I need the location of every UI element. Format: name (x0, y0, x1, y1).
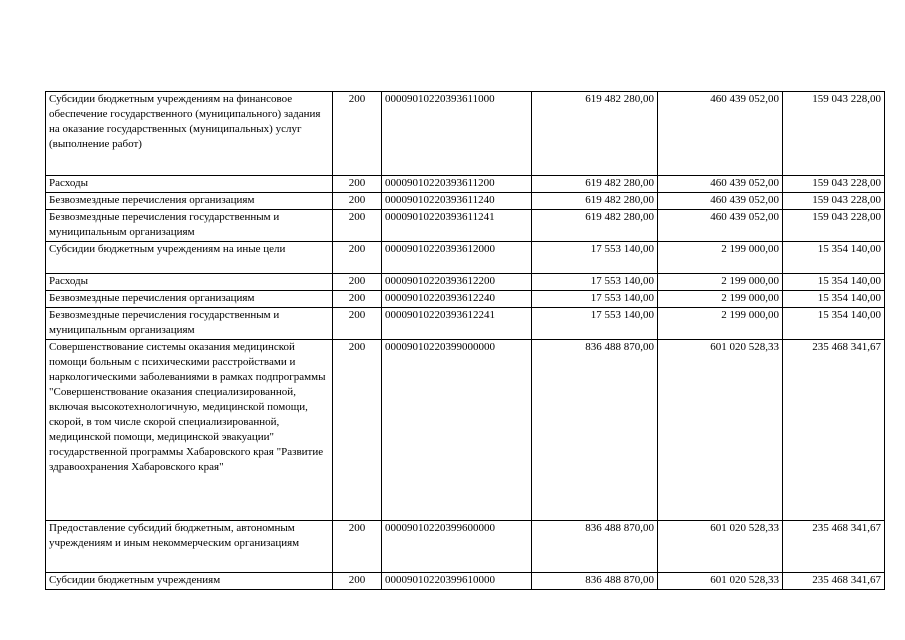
table-row (46, 242, 885, 274)
row-name: Расходы (46, 274, 333, 291)
table-row (46, 193, 885, 210)
row-line-code: 200 (333, 274, 382, 291)
row-line-code: 200 (333, 291, 382, 308)
row-name: Субсидии бюджетным учреждениям на иные цели (46, 242, 333, 274)
row-unexecuted-amount: 159 043 228,00 (783, 92, 885, 176)
table-row (46, 340, 885, 521)
table-row (46, 274, 885, 291)
row-unexecuted-amount: 15 354 140,00 (783, 274, 885, 291)
row-approved-amount: 17 553 140,00 (532, 308, 658, 340)
table-row (46, 521, 885, 573)
row-line-code: 200 (333, 193, 382, 210)
row-name: Безвозмездные перечисления организациям (46, 291, 333, 308)
row-classification-code: 00009010220399610000 (382, 573, 532, 590)
table-row (46, 176, 885, 193)
table-row (46, 210, 885, 242)
row-classification-code: 00009010220393611200 (382, 176, 532, 193)
row-approved-amount: 619 482 280,00 (532, 210, 658, 242)
row-executed-amount: 460 439 052,00 (658, 193, 783, 210)
row-unexecuted-amount: 15 354 140,00 (783, 308, 885, 340)
row-classification-code: 00009010220399600000 (382, 521, 532, 573)
row-line-code: 200 (333, 340, 382, 521)
row-executed-amount: 2 199 000,00 (658, 242, 783, 274)
table-row (46, 291, 885, 308)
row-approved-amount: 17 553 140,00 (532, 242, 658, 274)
row-name: Безвозмездные перечисления государственным и муниципальным организациям (46, 210, 333, 242)
row-executed-amount: 460 439 052,00 (658, 210, 783, 242)
row-classification-code: 00009010220399000000 (382, 340, 532, 521)
row-classification-code: 00009010220393612240 (382, 291, 532, 308)
row-unexecuted-amount: 159 043 228,00 (783, 176, 885, 193)
row-executed-amount: 601 020 528,33 (658, 573, 783, 590)
row-line-code: 200 (333, 308, 382, 340)
row-unexecuted-amount: 15 354 140,00 (783, 242, 885, 274)
row-classification-code: 00009010220393612000 (382, 242, 532, 274)
row-name: Безвозмездные перечисления организациям (46, 193, 333, 210)
row-approved-amount: 619 482 280,00 (532, 92, 658, 176)
row-unexecuted-amount: 15 354 140,00 (783, 291, 885, 308)
row-executed-amount: 460 439 052,00 (658, 92, 783, 176)
row-executed-amount: 2 199 000,00 (658, 308, 783, 340)
row-unexecuted-amount: 235 468 341,67 (783, 521, 885, 573)
row-name: Совершенствование системы оказания медицинской помощи больным с психическими расстройствами и наркологическими заболеваниями в рамках подпрограммы "Совершенствование оказания специализированной, включая высокотехнологичную, медицинской помощи, скорой, в том числе скорой специализированной, медицинской помощи, медицинской эвакуации" государственной программы Хабаровского края "Развитие здравоохранения Хабаровского края" (46, 340, 333, 521)
table-row (46, 573, 885, 590)
row-name: Предоставление субсидий бюджетным, автономным учреждениям и иным некоммерческим организациям (46, 521, 333, 573)
row-line-code: 200 (333, 573, 382, 590)
row-classification-code: 00009010220393611000 (382, 92, 532, 176)
row-line-code: 200 (333, 210, 382, 242)
row-name: Безвозмездные перечисления государственным и муниципальным организациям (46, 308, 333, 340)
row-unexecuted-amount: 159 043 228,00 (783, 210, 885, 242)
budget-execution-table (45, 91, 885, 590)
row-approved-amount: 836 488 870,00 (532, 573, 658, 590)
row-classification-code: 00009010220393612200 (382, 274, 532, 291)
row-approved-amount: 619 482 280,00 (532, 176, 658, 193)
row-executed-amount: 2 199 000,00 (658, 274, 783, 291)
row-executed-amount: 601 020 528,33 (658, 340, 783, 521)
row-name: Субсидии бюджетным учреждениям на финансовое обеспечение государственного (муниципального) задания на оказание государственных (муниципальных) услуг (выполнение работ) (46, 92, 333, 176)
row-unexecuted-amount: 235 468 341,67 (783, 340, 885, 521)
row-line-code: 200 (333, 242, 382, 274)
row-executed-amount: 601 020 528,33 (658, 521, 783, 573)
row-line-code: 200 (333, 521, 382, 573)
row-approved-amount: 17 553 140,00 (532, 274, 658, 291)
row-approved-amount: 17 553 140,00 (532, 291, 658, 308)
row-classification-code: 00009010220393612241 (382, 308, 532, 340)
row-executed-amount: 460 439 052,00 (658, 176, 783, 193)
row-executed-amount: 2 199 000,00 (658, 291, 783, 308)
table-row (46, 308, 885, 340)
row-name: Расходы (46, 176, 333, 193)
row-line-code: 200 (333, 176, 382, 193)
row-unexecuted-amount: 159 043 228,00 (783, 193, 885, 210)
row-classification-code: 00009010220393611240 (382, 193, 532, 210)
row-approved-amount: 619 482 280,00 (532, 193, 658, 210)
row-name: Субсидии бюджетным учреждениям (46, 573, 333, 590)
row-classification-code: 00009010220393611241 (382, 210, 532, 242)
row-approved-amount: 836 488 870,00 (532, 340, 658, 521)
row-line-code: 200 (333, 92, 382, 176)
table-row (46, 92, 885, 176)
row-unexecuted-amount: 235 468 341,67 (783, 573, 885, 590)
row-approved-amount: 836 488 870,00 (532, 521, 658, 573)
